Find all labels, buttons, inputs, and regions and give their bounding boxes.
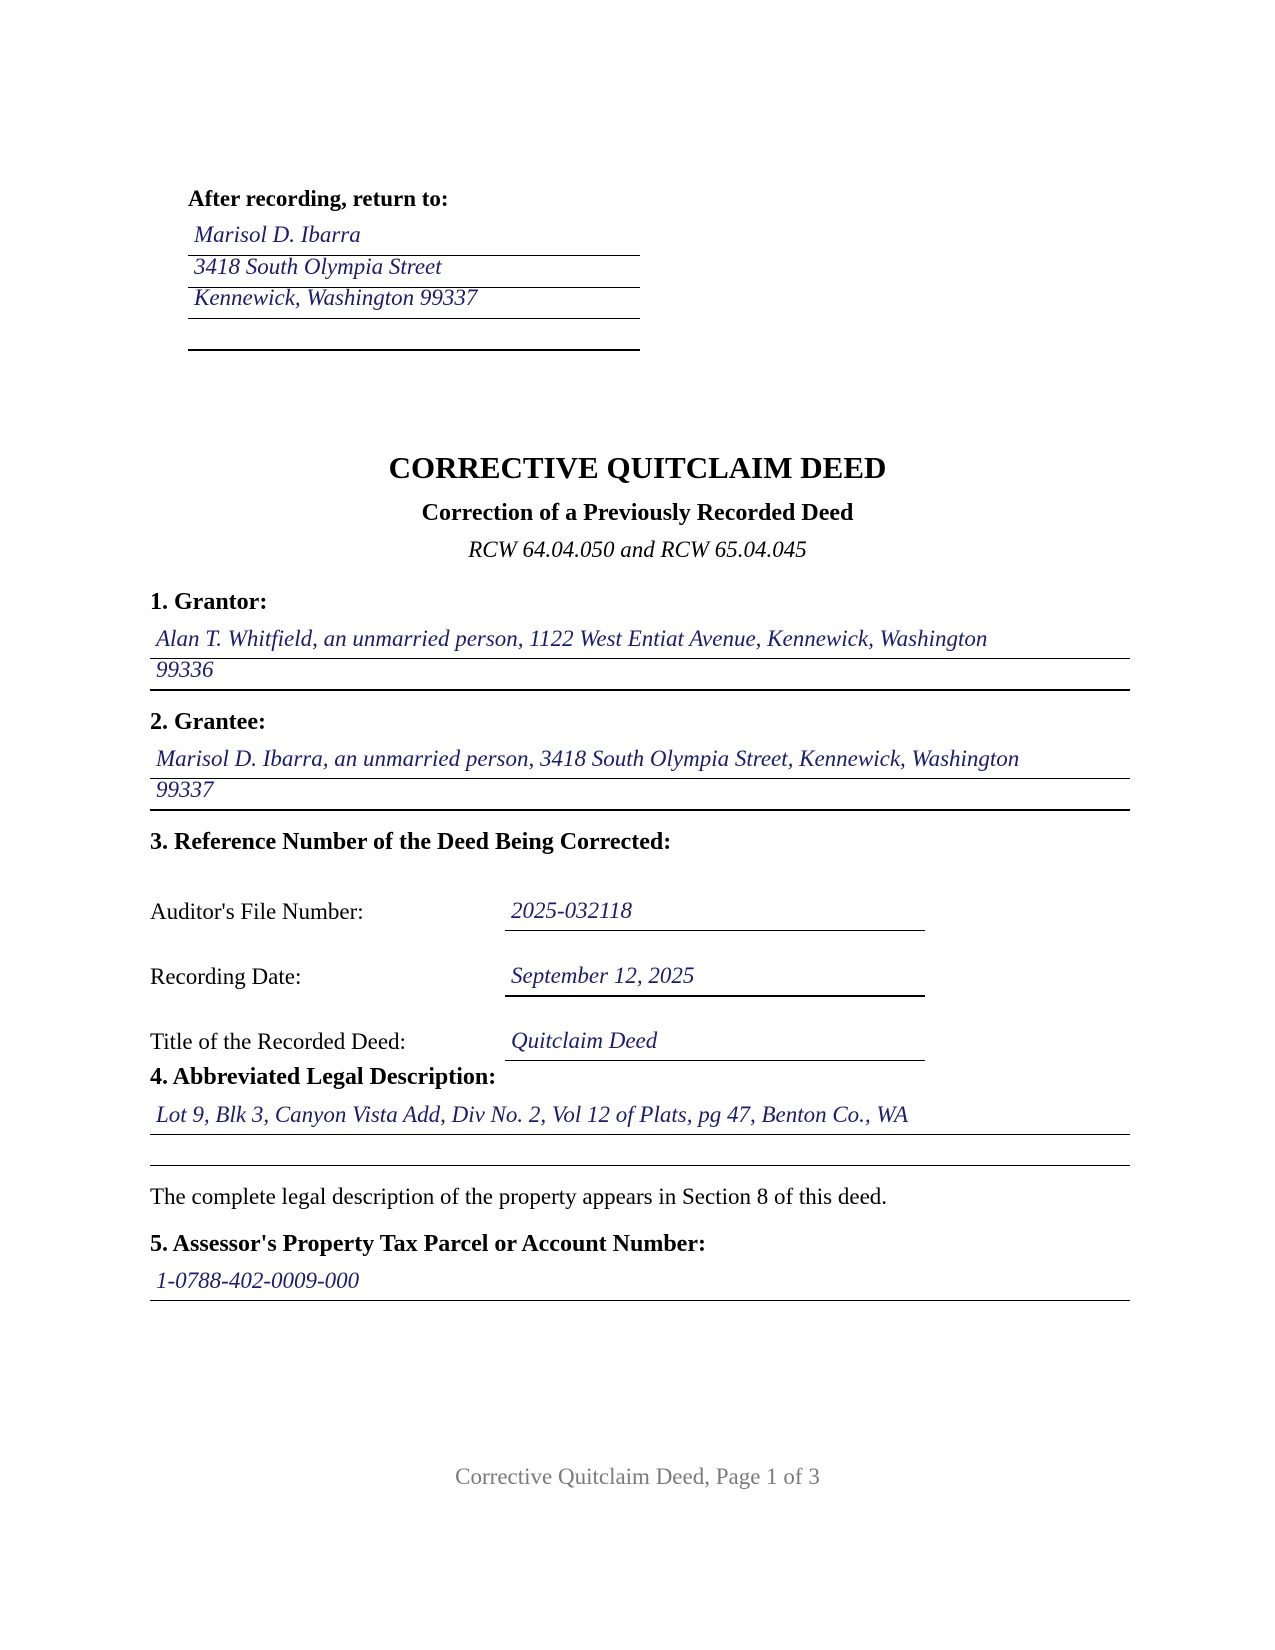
return-street-field[interactable]: 3418 South Olympia Street bbox=[194, 254, 442, 279]
auditor-file-number-value: 2025-032118 bbox=[511, 898, 632, 923]
parcel-rule bbox=[150, 1300, 1130, 1301]
document-subtitle: Correction of a Previously Recorded Deed bbox=[421, 500, 854, 526]
deed-title-value: Quitclaim Deed bbox=[511, 1028, 658, 1053]
return-line-rule bbox=[188, 349, 640, 351]
recording-date-value: September 12, 2025 bbox=[511, 963, 695, 988]
document-title: CORRECTIVE QUITCLAIM DEED bbox=[388, 450, 887, 485]
parcel-number-value: 1-0788-402-0009-000 bbox=[156, 1268, 360, 1293]
deed-title-field[interactable] bbox=[505, 1023, 925, 1063]
parcel-number-field[interactable] bbox=[150, 1264, 1130, 1304]
field-underline bbox=[505, 1060, 925, 1061]
grantor-line-1: Alan T. Whitfield, an unmarried person, 1122 West Entiat Avenue, Kennewick, Washington bbox=[156, 626, 988, 651]
grantor-line-2: 99336 bbox=[156, 657, 214, 682]
legal-description-line-1: Lot 9, Blk 3, Canyon Vista Add, Div No. 2, Vol 12 of Plats, pg 47, Benton Co., WA bbox=[156, 1102, 909, 1127]
return-line-rule bbox=[188, 318, 640, 319]
recording-date-field[interactable] bbox=[505, 958, 925, 998]
grantor-rule bbox=[150, 658, 1130, 659]
grantee-line-2: 99337 bbox=[156, 777, 214, 802]
reference-heading: 3. Reference Number of the Deed Being Corrected: bbox=[150, 829, 672, 855]
return-to-heading: After recording, return to: bbox=[188, 186, 449, 211]
grantee-rule bbox=[150, 809, 1130, 811]
legal-description-heading: 4. Abbreviated Legal Description: bbox=[150, 1064, 497, 1090]
page-footer: Corrective Quitclaim Deed, Page 1 of 3 bbox=[455, 1464, 820, 1489]
grantee-rule bbox=[150, 778, 1130, 779]
legal-rule bbox=[150, 1134, 1130, 1135]
return-city-field[interactable]: Kennewick, Washington 99337 bbox=[194, 285, 478, 310]
return-name-field[interactable]: Marisol D. Ibarra bbox=[194, 222, 361, 247]
legal-description-field[interactable] bbox=[150, 1098, 1130, 1170]
recording-date-label: Recording Date: bbox=[150, 964, 302, 989]
statute-reference: RCW 64.04.050 and RCW 65.04.045 bbox=[468, 537, 807, 562]
grantor-field[interactable] bbox=[150, 622, 1130, 694]
legal-rule bbox=[150, 1165, 1130, 1166]
field-underline bbox=[505, 930, 925, 931]
legal-description-note: The complete legal description of the property appears in Section 8 of this deed. bbox=[150, 1184, 888, 1209]
return-to-block bbox=[188, 186, 640, 356]
field-underline bbox=[505, 995, 925, 997]
grantee-field[interactable] bbox=[150, 742, 1130, 814]
parcel-heading: 5. Assessor's Property Tax Parcel or Account Number: bbox=[150, 1231, 706, 1257]
deed-title-label: Title of the Recorded Deed: bbox=[150, 1029, 406, 1054]
grantee-line-1: Marisol D. Ibarra, an unmarried person, 3418 South Olympia Street, Kennewick, Washington bbox=[156, 746, 1020, 771]
auditor-file-number-label: Auditor's File Number: bbox=[150, 899, 364, 924]
grantor-heading: 1. Grantor: bbox=[150, 589, 268, 615]
auditor-file-number-field[interactable] bbox=[505, 893, 925, 933]
grantor-rule bbox=[150, 689, 1130, 691]
grantee-heading: 2. Grantee: bbox=[150, 709, 266, 735]
